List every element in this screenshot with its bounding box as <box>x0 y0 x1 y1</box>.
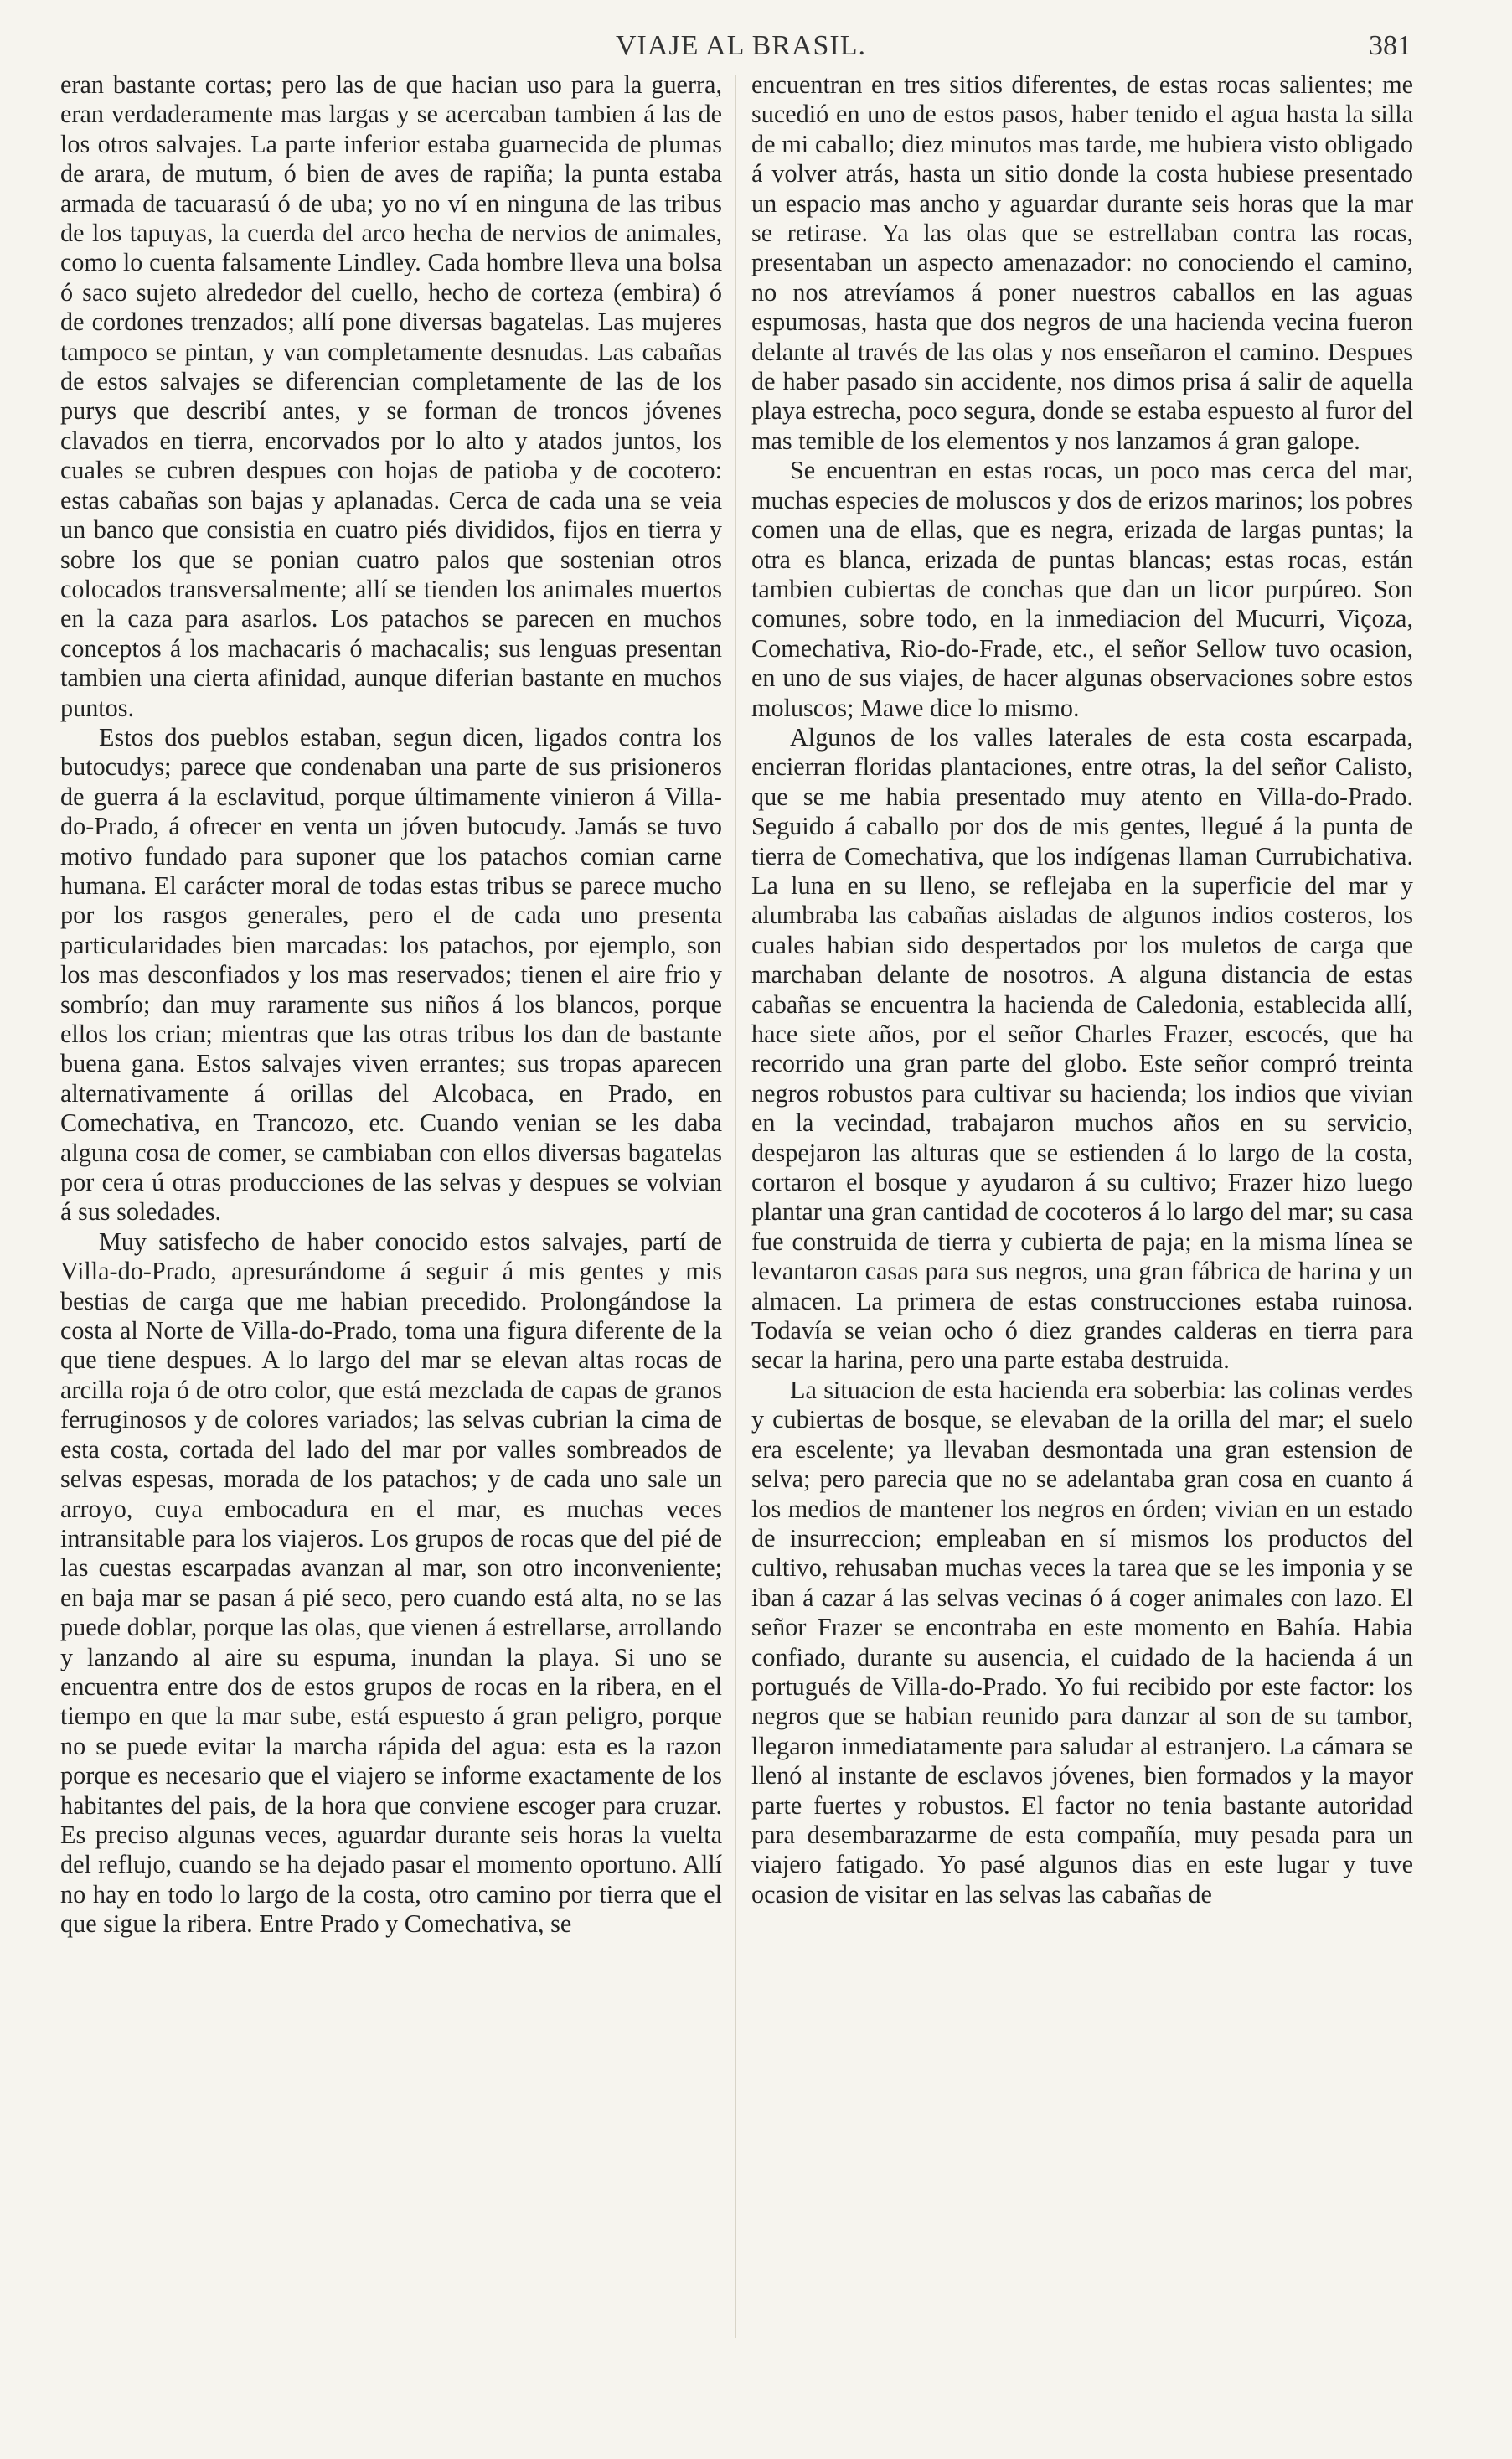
page-number: 381 <box>1369 30 1411 61</box>
page-header <box>0 30 1512 72</box>
left-column <box>60 70 722 1940</box>
running-title: VIAJE AL BRASIL. <box>616 30 867 61</box>
right-column <box>751 70 1413 1909</box>
paragraph: Algunos de los valles laterales de esta costa escarpada, encierran floridas plantaciones, entre otras, la del señor Calisto, que se me habia presentado muy atento en Villa-do-Prado. Seguido á caballo por dos de mis gentes, llegué á la punta de tierra de Comechativa, que los indígenas llaman Currubichativa. La luna en su lleno, se reflejaba en la superficie del mar y alumbraba las cabañas aisladas de algunos indios costeros, los cuales habian sido despertados por los muletos de carga que marchaban delante de nosotros. A alguna distancia de estas cabañas se encuentra la hacienda de Caledonia, establecida allí, hace siete años, por el señor Charles Frazer, escocés, que ha recorrido una gran parte del globo. Este señor compró treinta negros robustos para cultivar su hacienda; los indios que vivian en la vecindad, trabajaron muchos años en su servicio, despejaron las alturas que se estienden á lo largo de la costa, cortaron el bosque y ayudaron á su cultivo; Frazer hizo luego plantar una gran cantidad de cocoteros á lo largo del mar; su casa fue construida de tierra y cubierta de paja; en la misma línea se levantaron casas para sus negros, una gran fábrica de harina y un almacen. La primera de estas construcciones estaba ruinosa. Todavía se veian ocho ó diez grandes calderas en tierra para secar la harina, pero una parte estaba destruida. <box>751 722 1413 1375</box>
paragraph: Estos dos pueblos estaban, segun dicen, ligados contra los butocudys; parece que condenaban una parte de sus prisioneros de guerra á la esclavitud, porque últimamente vinieron á Villa-do-Prado, á ofrecer en venta un jóven butocudy. Jamás se tuvo motivo fundado para suponer que los patachos comian carne humana. El carácter moral de todas estas tribus se parece mucho por los rasgos generales, pero el de cada uno presenta particularidades bien marcadas: los patachos, por ejemplo, son los mas desconfiados y los mas reservados; tienen el aire frio y sombrío; dan muy raramente sus niños á los blancos, porque ellos los crian; mientras que las otras tribus los dan de bastante buena gana. Estos salvajes viven errantes; sus tropas aparecen alternativamente á orillas del Alcobaca, en Prado, en Comechativa, en Trancozo, etc. Cuando venian se les daba alguna cosa de comer, se cambiaban con ellos diversas bagatelas por cera ú otras producciones de las selvas y despues se volvian á sus soledades. <box>60 722 722 1227</box>
paragraph: eran bastante cortas; pero las de que hacian uso para la guerra, eran verdaderamente mas largas y se acercaban tambien á las de los otros salvajes. La parte inferior estaba guarnecida de plumas de arara, de mutum, ó bien de aves de rapiña; la punta estaba armada de tacuarasú ó de uba; yo no ví en ninguna de las tribus de los tapuyas, la cuerda del arco hecha de nervios de animales, como lo cuenta falsamente Lindley. Cada hombre lleva una bolsa ó saco sujeto alrededor del cuello, hecho de corteza (embira) ó de cordones trenzados; allí pone diversas bagatelas. Las mujeres tampoco se pintan, y van completamente desnudas. Las cabañas de estos salvajes se diferencian completamente de las de los purys que describí antes, y se forman de troncos jóvenes clavados en tierra, encorvados por lo alto y atados juntos, los cuales se cubren despues con hojas de patioba y de cocotero: estas cabañas son bajas y aplanadas. Cerca de cada una se veia un banco que consistia en cuatro piés divididos, fijos en tierra y sobre los que se ponian cuatro palos que sostenian otros colocados transversalmente; allí se tienden los animales muertos en la caza para asarlos. Los patachos se parecen en muchos conceptos á los machacaris ó machacalis; sus lenguas presentan tambien una cierta afinidad, aunque diferian bastante en muchos puntos. <box>60 70 722 722</box>
paragraph: Se encuentran en estas rocas, un poco mas cerca del mar, muchas especies de moluscos y dos de erizos marinos; los pobres comen una de ellas, que es negra, erizada de largas puntas; la otra es blanca, erizada de puntas blancas; estas rocas, están tambien cubiertas de conchas que dan un licor purpúreo. Son comunes, sobre todo, en la inmediacion del Mucurri, Viçoza, Comechativa, Rio-do-Frade, etc., el señor Sellow tuvo ocasion, en uno de sus viajes, de hacer algunas observaciones sobre estos moluscos; Mawe dice lo mismo. <box>751 456 1413 722</box>
paragraph: La situacion de esta hacienda era soberbia: las colinas verdes y cubiertas de bosque, se elevaban de la orilla del mar; el suelo era escelente; ya llevaban desmontada una gran estension de selva; pero parecia que no se adelantaba gran cosa en cuanto á los medios de mantener los negros en órden; vivian en un estado de insurreccion; empleaban en sí mismos los productos del cultivo, rehusaban muchas veces la tarea que se les imponia y se iban á cazar á las selvas vecinas ó á coger animales con lazo. El señor Frazer se encontraba en este momento en Bahía. Habia confiado, durante su ausencia, el cuidado de la hacienda á un portugués de Villa-do-Prado. Yo fui recibido por este factor: los negros que se habian reunido para danzar al son de su tambor, llegaron inmediatamente para saludar al estranjero. La cámara se llenó al instante de esclavos jóvenes, bien formados y la mayor parte fuertes y robustos. El factor no tenia bastante autoridad para desembarazarme de esta compañía, muy pesada para un viajero fatigado. Yo pasé algunos dias en este lugar y tuve ocasion de visitar en las selvas las cabañas de <box>751 1375 1413 1909</box>
column-divider <box>735 75 736 2338</box>
paragraph: encuentran en tres sitios diferentes, de estas rocas salientes; me sucedió en uno de estos pasos, haber tenido el agua hasta la silla de mi caballo; diez minutos mas tarde, me hubiera visto obligado á volver atrás, hasta un sitio donde la costa hubiese presentado un espacio mas ancho y aguardar durante seis horas que la mar se retirase. Ya las olas que se estrellaban contra las rocas, presentaban un aspecto amenazador: no conociendo el camino, no nos atrevíamos á poner nuestros caballos en las aguas espumosas, hasta que dos negros de una hacienda vecina fueron delante al través de las olas y nos enseñaron el camino. Despues de haber pasado sin accidente, nos dimos prisa á salir de aquella playa estrecha, poco segura, donde se estaba espuesto al furor del mas temible de los elementos y nos lanzamos á gran galope. <box>751 70 1413 455</box>
paragraph: Muy satisfecho de haber conocido estos salvajes, partí de Villa-do-Prado, apresurándome á seguir á mis gentes y mis bestias de carga que me habian precedido. Prolongándose la costa al Norte de Villa-do-Prado, toma una figura diferente de la que tiene despues. A lo largo del mar se elevan altas rocas de arcilla roja ó de otro color, que está mezclada de capas de granos ferruginosos y de colores variados; las selvas cubrian la cima de esta costa, cortada del lado del mar por valles sombreados de selvas espesas, morada de los patachos; y de cada uno sale un arroyo, cuya embocadura en el mar, es muchas veces intransitable para los viajeros. Los grupos de rocas que del pié de las cuestas escarpadas avanzan al mar, son otro inconveniente; en baja mar se pasan á pié seco, pero cuando está alta, no se las puede doblar, porque las olas, que vienen á estrellarse, arrollando y lanzando al aire su espuma, inundan la playa. Si uno se encuentra entre dos de estos grupos de rocas en la ribera, en el tiempo en que la mar sube, está espuesto á gran peligro, porque no se puede evitar la marcha rápida del agua: esta es la razon porque es necesario que el viajero se informe exactamente de los habitantes del pais, de la hora que conviene escoger para cruzar. Es preciso algunas veces, aguardar durante seis horas la vuelta del reflujo, cuando se ha dejado pasar el momento oportuno. Allí no hay en todo lo largo de la costa, otro camino por tierra que el que sigue la ribera. Entre Prado y Comechativa, se <box>60 1227 722 1939</box>
